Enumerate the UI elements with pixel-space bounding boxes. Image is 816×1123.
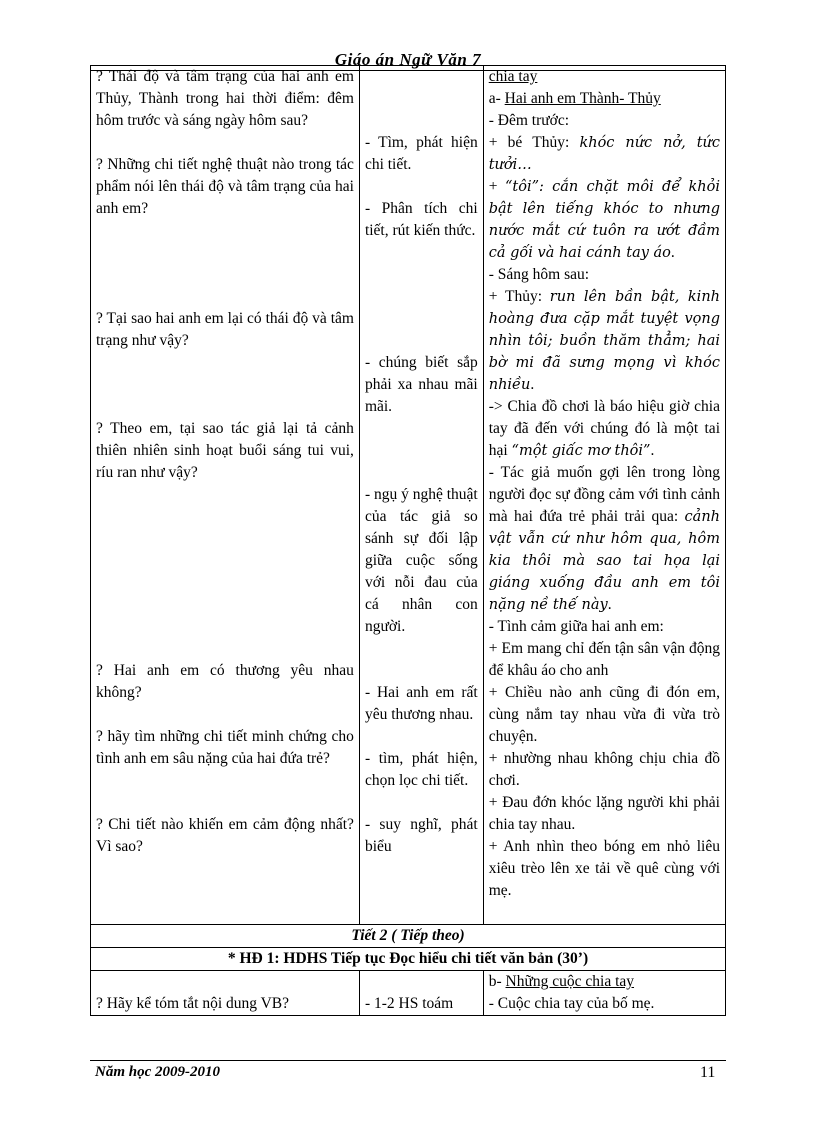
questions-cell xyxy=(91,66,360,925)
content-line: + Đau đớn khóc lặng người khi phải chia tay nhau. xyxy=(488,794,720,833)
footer-rule xyxy=(90,1060,726,1061)
activity-heading: * HĐ 1: HDHS Tiếp tục Đọc hiểu chi tiết văn bản (30’) xyxy=(91,948,726,971)
section-a-heading: a- Hai anh em Thành- Thủy xyxy=(488,90,661,107)
table-row xyxy=(91,66,726,925)
lesson-table xyxy=(90,65,726,1016)
question-7: ? Chi tiết nào khiến em cảm động nhất? Vì sao? xyxy=(96,816,354,855)
content-line: - Tình cảm giữa hai anh em: xyxy=(488,618,664,635)
content-line: + “tôi”: cắn chặt môi để khỏi bật lên tiếng khóc to nhưng nước mắt cứ tuôn ra ướt đầm cả gối và hai cánh tay áo. xyxy=(488,178,720,261)
content-line: chia tay xyxy=(488,68,538,85)
table-row xyxy=(91,971,726,1016)
section-b-heading: b- Những cuộc chia tay xyxy=(488,973,635,990)
content-line: + Em mang chỉ đến tận sân vận động để khâu áo cho anh xyxy=(488,640,720,679)
content-line: - Đêm trước: xyxy=(488,112,570,129)
content-line: + Thủy: run lên bần bật, kinh hoàng đưa cặp mắt tuyệt vọng nhìn tôi; buồn thăm thẳm; hai bờ mi đã sưng mọng vì khóc nhiều. xyxy=(488,288,720,393)
content-line: + bé Thủy: khóc nức nở, tức tưởi… xyxy=(488,134,720,173)
activity-4: - ngụ ý nghệ thuật của tác giả so sánh sự đối lập giữa cuộc sống với nỗi đau của cá nhân con người. xyxy=(364,486,478,635)
activity-summary: - 1-2 HS toám xyxy=(364,995,454,1012)
question-5: ? Hai anh em có thương yêu nhau không? xyxy=(96,662,354,701)
content-line: - Tác giả muốn gợi lên trong lòng người đọc sự đồng cảm với tình cảnh mà hai đứa trẻ phải trải qua: cảnh vật vẫn cứ như hôm qua, hôm kia thôi mà sao tai họa lại giáng xuống đầu anh em tôi nặng nề thế này. xyxy=(488,464,720,613)
content-line: - Sáng hôm sau: xyxy=(488,266,590,283)
table-row xyxy=(91,948,726,971)
activity-3: - chúng biết sắp phải xa nhau mãi mãi. xyxy=(364,354,478,415)
content-cell xyxy=(483,66,725,925)
activity-7: - suy nghĩ, phát biểu xyxy=(364,816,478,855)
question-6: ? hãy tìm những chi tiết minh chứng cho tình anh em sâu nặng của hai đứa trẻ? xyxy=(96,728,354,767)
question-summary: ? Hãy kể tóm tắt nội dung VB? xyxy=(96,995,290,1012)
page-number: 11 xyxy=(700,1064,716,1081)
activity-1: - Tìm, phát hiện chi tiết. xyxy=(364,134,478,173)
question-1: ? Thái độ và tâm trạng của hai anh em Thủy, Thành trong hai thời điểm: đêm hôm trước và sáng ngày hôm sau? xyxy=(96,68,354,129)
content-line: + Anh nhìn theo bóng em nhỏ liêu xiêu trèo lên xe tải về quê cùng với mẹ. xyxy=(488,838,720,899)
activity-2: - Phân tích chi tiết, rút kiến thức. xyxy=(364,200,478,239)
question-2: ? Những chi tiết nghệ thuật nào trong tác phẩm nói lên thái độ và tâm trạng của hai anh em? xyxy=(96,156,354,217)
activity-6: - tìm, phát hiện, chọn lọc chi tiết. xyxy=(364,750,478,789)
question-3: ? Tại sao hai anh em lại có thái độ và tâm trạng như vậy? xyxy=(96,310,354,349)
activities-cell xyxy=(359,66,483,925)
content-line: + nhường nhau không chịu chia đồ chơi. xyxy=(488,750,720,789)
content-line: -> Chia đồ chơi là báo hiệu giờ chia tay đã đến với chúng đó là một tai hại “một giấc mơ thôi”. xyxy=(488,398,720,459)
footer-school-year: Năm học 2009-2010 xyxy=(95,1064,220,1080)
content-cell xyxy=(483,971,725,1016)
period-heading: Tiết 2 ( Tiếp theo) xyxy=(91,925,726,948)
content-line: + Chiều nào anh cũng đi đón em, cùng nắm tay nhau vừa đi vừa trò chuyện. xyxy=(488,684,720,745)
questions-cell xyxy=(91,971,360,1016)
page-header: Giáo án Ngữ Văn 7 xyxy=(334,50,482,69)
question-4: ? Theo em, tại sao tác giả lại tả cảnh thiên nhiên sinh hoạt buổi sáng tui vui, ríu ran như vậy? xyxy=(96,420,354,481)
content-line: - Cuộc chia tay của bố mẹ. xyxy=(488,995,655,1012)
table-row xyxy=(91,925,726,948)
activity-5: - Hai anh em rất yêu thương nhau. xyxy=(364,684,478,723)
activities-cell xyxy=(359,971,483,1016)
